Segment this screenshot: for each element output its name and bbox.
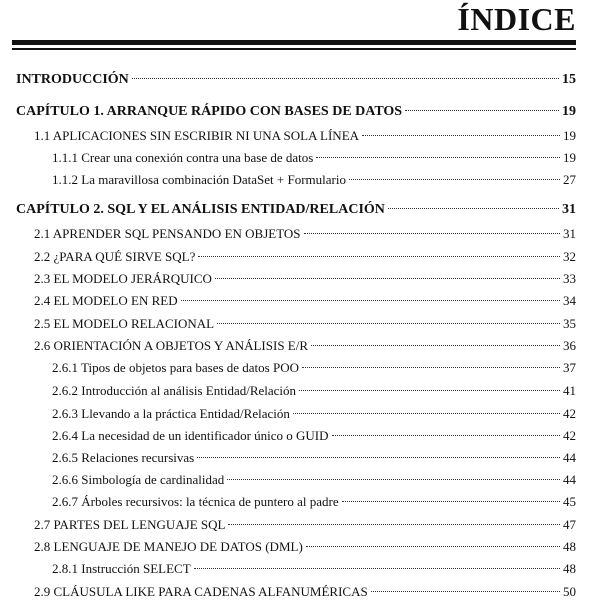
- dot-leader: [181, 300, 560, 301]
- toc-entry-title: CAPÍTULO 2. SQL Y EL ANÁLISIS ENTIDAD/RELACIÓN: [16, 202, 385, 217]
- toc-entry-title: 1.1 APLICACIONES SIN ESCRIBIR NI UNA SOLA LÍNEA: [34, 128, 360, 143]
- toc-entry[interactable]: [34, 539, 576, 555]
- toc-entry[interactable]: [52, 383, 576, 399]
- toc-entry-page: 36: [563, 338, 576, 353]
- toc-entry-title: 2.8 LENGUAJE DE MANEJO DE DATOS (DML): [34, 539, 303, 554]
- toc-entry[interactable]: [52, 561, 576, 577]
- toc-entry-title: 2.6 ORIENTACIÓN A OBJETOS Y ANÁLISIS E/R: [34, 338, 309, 353]
- page-title: ÍNDICE: [457, 1, 576, 37]
- toc-entry[interactable]: [34, 128, 576, 144]
- toc-entry-page: 33: [563, 271, 576, 286]
- dot-leader: [197, 457, 560, 458]
- dot-leader: [405, 110, 559, 111]
- toc-entry-page: 31: [563, 226, 576, 241]
- title-rule-thin: [12, 48, 576, 50]
- dot-leader: [227, 479, 560, 480]
- dot-leader: [342, 501, 560, 502]
- toc-entry-page: 31: [562, 202, 576, 217]
- toc-entry[interactable]: [34, 271, 576, 287]
- dot-leader: [198, 256, 560, 257]
- toc-entry[interactable]: [16, 104, 576, 120]
- toc-entry-title: 2.2 ¿PARA QUÉ SIRVE SQL?: [34, 249, 196, 264]
- toc-entry[interactable]: [34, 517, 576, 533]
- toc-entry-title: 2.6.3 Llevando a la práctica Entidad/Relación: [52, 406, 290, 421]
- toc-entry[interactable]: [52, 406, 576, 422]
- toc-entry-title: 2.9 CLÁUSULA LIKE PARA CADENAS ALFANUMÉRICAS: [34, 584, 368, 599]
- toc-entry-page: 44: [563, 472, 576, 487]
- toc-entry-page: 45: [563, 494, 576, 509]
- dot-leader: [299, 390, 560, 391]
- toc-entry[interactable]: [16, 72, 576, 88]
- toc-entry-page: 37: [563, 360, 576, 375]
- toc-entry[interactable]: [52, 450, 576, 466]
- toc-entry-title: 2.6.6 Simbología de cardinalidad: [52, 472, 225, 487]
- toc-entry-title: 2.6.2 Introducción al análisis Entidad/Relación: [52, 383, 297, 398]
- toc-entry[interactable]: [52, 472, 576, 488]
- toc-entry-page: 15: [562, 72, 576, 87]
- toc-entry-title: 2.4 EL MODELO EN RED: [34, 293, 178, 308]
- toc-entry-page: 42: [563, 428, 576, 443]
- toc-entry[interactable]: [34, 316, 576, 332]
- toc-entry[interactable]: [52, 172, 576, 188]
- toc-entry[interactable]: [52, 428, 576, 444]
- toc-entry-page: 34: [563, 293, 576, 308]
- toc-entry-page: 19: [562, 104, 576, 119]
- dot-leader: [306, 546, 560, 547]
- dot-leader: [228, 524, 560, 525]
- toc-entry-title: 1.1.2 La maravillosa combinación DataSet + Formulario: [52, 172, 346, 187]
- toc-entry-title: 2.3 EL MODELO JERÁRQUICO: [34, 271, 212, 286]
- dot-leader: [316, 157, 560, 158]
- toc-entry-page: 48: [563, 539, 576, 554]
- toc-entry-title: 2.1 APRENDER SQL PENSANDO EN OBJETOS: [34, 226, 301, 241]
- toc-entry-page: 27: [563, 172, 576, 187]
- toc-entry[interactable]: [34, 338, 576, 354]
- toc-entry[interactable]: [34, 584, 576, 600]
- title-rule-thick: [12, 40, 576, 45]
- toc-entry-page: 42: [563, 406, 576, 421]
- dot-leader: [388, 208, 559, 209]
- toc-entry-title: 2.6.4 La necesidad de un identificador único o GUID: [52, 428, 329, 443]
- toc-entry-page: 48: [563, 561, 576, 576]
- toc-entry-title: 2.6.5 Relaciones recursivas: [52, 450, 195, 465]
- toc-entry-title: 2.8.1 Instrucción SELECT: [52, 561, 191, 576]
- dot-leader: [332, 435, 560, 436]
- toc-entry[interactable]: [34, 226, 576, 242]
- toc-entry[interactable]: [16, 202, 576, 218]
- toc-entry-title: 2.6.1 Tipos de objetos para bases de datos POO: [52, 360, 299, 375]
- dot-leader: [293, 413, 560, 414]
- dot-leader: [194, 568, 560, 569]
- toc-entry[interactable]: [52, 360, 576, 376]
- toc-entry-page: 50: [563, 584, 576, 599]
- dot-leader: [132, 78, 559, 79]
- dot-leader: [304, 233, 560, 234]
- toc-entry[interactable]: [52, 494, 576, 510]
- toc-entry-page: 32: [563, 249, 576, 264]
- toc-entry-page: 19: [563, 150, 576, 165]
- toc-entry-page: 44: [563, 450, 576, 465]
- toc-entry-page: 19: [563, 128, 576, 143]
- toc-entry-title: 2.5 EL MODELO RELACIONAL: [34, 316, 215, 331]
- dot-leader: [311, 345, 560, 346]
- toc-entry-title: 2.7 PARTES DEL LENGUAJE SQL: [34, 517, 226, 532]
- toc-entry-title: INTRODUCCIÓN: [16, 72, 129, 87]
- dot-leader: [302, 367, 560, 368]
- dot-leader: [371, 591, 560, 592]
- dot-leader: [215, 278, 560, 279]
- toc-entry[interactable]: [34, 249, 576, 265]
- toc-entry-page: 47: [563, 517, 576, 532]
- toc-entry-title: CAPÍTULO 1. ARRANQUE RÁPIDO CON BASES DE DATOS: [16, 104, 403, 119]
- dot-leader: [217, 323, 560, 324]
- toc-entry-page: 41: [563, 383, 576, 398]
- toc-entry-title: 2.6.7 Árboles recursivos: la técnica de puntero al padre: [52, 494, 339, 509]
- toc-entry-title: 1.1.1 Crear una conexión contra una base de datos: [52, 150, 314, 165]
- toc-entry[interactable]: [52, 150, 576, 166]
- dot-leader: [362, 135, 560, 136]
- dot-leader: [349, 179, 560, 180]
- toc-entry[interactable]: [34, 293, 576, 309]
- toc-entry-page: 35: [563, 316, 576, 331]
